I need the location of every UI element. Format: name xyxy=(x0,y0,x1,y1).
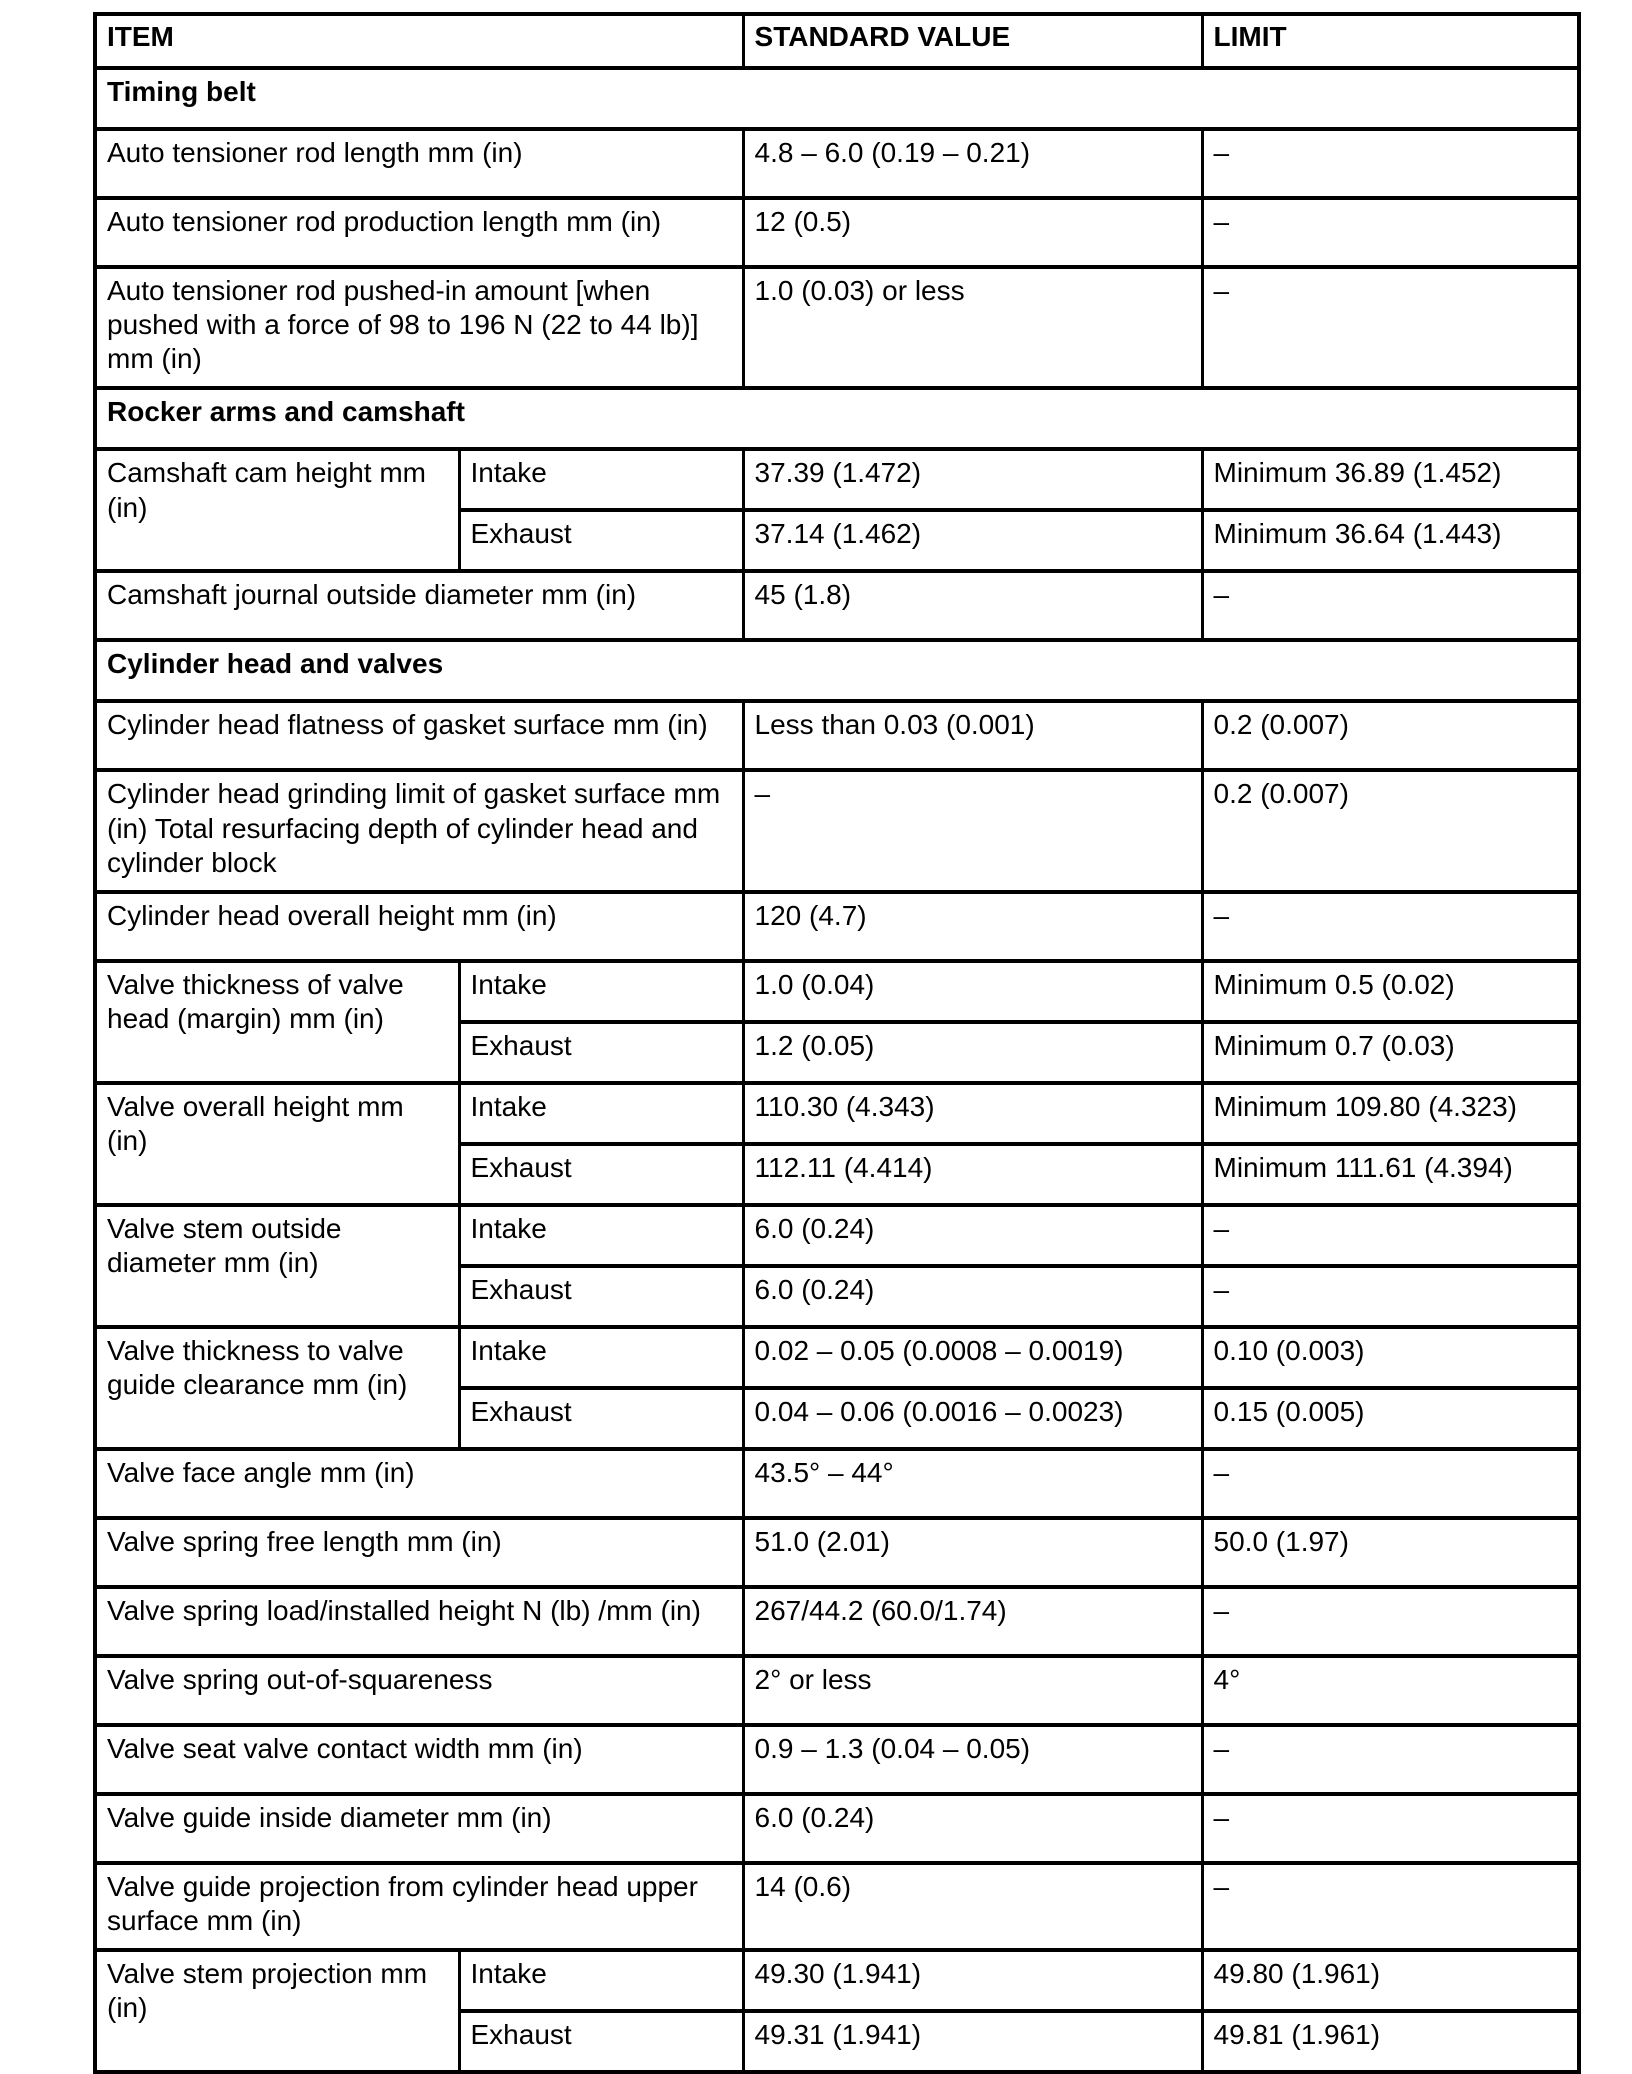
limit-cell: 0.2 (0.007) xyxy=(1202,701,1579,770)
standard-value-cell: 49.30 (1.941) xyxy=(743,1950,1202,2011)
limit-cell: Minimum 111.61 (4.394) xyxy=(1202,1144,1579,1205)
item-cell: Valve thickness of valve head (margin) mm (in) xyxy=(95,961,459,1083)
item-cell: Valve spring free length mm (in) xyxy=(95,1518,743,1587)
item-cell: Valve thickness to valve guide clearance mm (in) xyxy=(95,1327,459,1449)
section-label: Timing belt xyxy=(95,68,1579,129)
item-cell: Camshaft cam height mm (in) xyxy=(95,449,459,571)
sub-item-cell: Intake xyxy=(459,449,743,510)
standard-value-cell: 0.04 – 0.06 (0.0016 – 0.0023) xyxy=(743,1388,1202,1449)
standard-value-cell: 12 (0.5) xyxy=(743,198,1202,267)
section-row xyxy=(95,640,1579,701)
limit-cell: 50.0 (1.97) xyxy=(1202,1518,1579,1587)
sub-item-cell: Intake xyxy=(459,1083,743,1144)
limit-cell: 0.15 (0.005) xyxy=(1202,1388,1579,1449)
sub-item-cell: Intake xyxy=(459,1205,743,1266)
limit-cell: – xyxy=(1202,1449,1579,1518)
table-row xyxy=(95,1587,1579,1656)
table-row xyxy=(95,198,1579,267)
standard-value-cell: 4.8 – 6.0 (0.19 – 0.21) xyxy=(743,129,1202,198)
standard-value-cell: 37.14 (1.462) xyxy=(743,510,1202,571)
limit-cell: 49.80 (1.961) xyxy=(1202,1950,1579,2011)
sub-item-cell: Intake xyxy=(459,961,743,1022)
limit-cell: – xyxy=(1202,198,1579,267)
standard-value-cell: 49.31 (1.941) xyxy=(743,2011,1202,2072)
standard-value-cell: 51.0 (2.01) xyxy=(743,1518,1202,1587)
limit-cell: – xyxy=(1202,129,1579,198)
item-cell: Auto tensioner rod production length mm (in) xyxy=(95,198,743,267)
limit-cell: – xyxy=(1202,1863,1579,1950)
standard-value-cell: – xyxy=(743,770,1202,891)
standard-value-cell: 1.2 (0.05) xyxy=(743,1022,1202,1083)
limit-cell: 49.81 (1.961) xyxy=(1202,2011,1579,2072)
table-row xyxy=(95,571,1579,640)
sub-item-cell: Exhaust xyxy=(459,510,743,571)
limit-cell: 0.2 (0.007) xyxy=(1202,770,1579,891)
item-cell: Cylinder head grinding limit of gasket surface mm (in) Total resurfacing depth of cylinder head and cylinder block xyxy=(95,770,743,891)
column-header-limit: LIMIT xyxy=(1202,14,1579,68)
item-cell: Valve guide inside diameter mm (in) xyxy=(95,1794,743,1863)
standard-value-cell: 45 (1.8) xyxy=(743,571,1202,640)
table-row xyxy=(95,961,1579,1022)
limit-cell: – xyxy=(1202,1587,1579,1656)
standard-value-cell: 2° or less xyxy=(743,1656,1202,1725)
standard-value-cell: 14 (0.6) xyxy=(743,1863,1202,1950)
table-row xyxy=(95,1950,1579,2011)
item-cell: Camshaft journal outside diameter mm (in) xyxy=(95,571,743,640)
limit-cell: – xyxy=(1202,1266,1579,1327)
column-header-standard-value: STANDARD VALUE xyxy=(743,14,1202,68)
standard-value-cell: 0.02 – 0.05 (0.0008 – 0.0019) xyxy=(743,1327,1202,1388)
item-cell: Valve spring out-of-squareness xyxy=(95,1656,743,1725)
standard-value-cell: 6.0 (0.24) xyxy=(743,1205,1202,1266)
limit-cell: – xyxy=(1202,1794,1579,1863)
column-header-item: ITEM xyxy=(95,14,743,68)
item-cell: Auto tensioner rod pushed-in amount [when pushed with a force of 98 to 196 N (22 to 44 lb)] mm (in) xyxy=(95,267,743,388)
table-row xyxy=(95,1794,1579,1863)
standard-value-cell: 267/44.2 (60.0/1.74) xyxy=(743,1587,1202,1656)
limit-cell: Minimum 0.5 (0.02) xyxy=(1202,961,1579,1022)
sub-item-cell: Exhaust xyxy=(459,1266,743,1327)
standard-value-cell: 43.5° – 44° xyxy=(743,1449,1202,1518)
limit-cell: 4° xyxy=(1202,1656,1579,1725)
sub-item-cell: Intake xyxy=(459,1327,743,1388)
standard-value-cell: 110.30 (4.343) xyxy=(743,1083,1202,1144)
table-row xyxy=(95,129,1579,198)
limit-cell: Minimum 36.64 (1.443) xyxy=(1202,510,1579,571)
item-cell: Valve guide projection from cylinder head upper surface mm (in) xyxy=(95,1863,743,1950)
section-row xyxy=(95,388,1579,449)
limit-cell: Minimum 0.7 (0.03) xyxy=(1202,1022,1579,1083)
standard-value-cell: 37.39 (1.472) xyxy=(743,449,1202,510)
section-label: Cylinder head and valves xyxy=(95,640,1579,701)
sub-item-cell: Exhaust xyxy=(459,2011,743,2072)
standard-value-cell: 6.0 (0.24) xyxy=(743,1794,1202,1863)
limit-cell: Minimum 36.89 (1.452) xyxy=(1202,449,1579,510)
standard-value-cell: 120 (4.7) xyxy=(743,892,1202,961)
sub-item-cell: Intake xyxy=(459,1950,743,2011)
standard-value-cell: 0.9 – 1.3 (0.04 – 0.05) xyxy=(743,1725,1202,1794)
standard-value-cell: Less than 0.03 (0.001) xyxy=(743,701,1202,770)
item-cell: Valve overall height mm (in) xyxy=(95,1083,459,1205)
item-cell: Cylinder head flatness of gasket surface mm (in) xyxy=(95,701,743,770)
standard-value-cell: 6.0 (0.24) xyxy=(743,1266,1202,1327)
limit-cell: – xyxy=(1202,571,1579,640)
standard-value-cell: 112.11 (4.414) xyxy=(743,1144,1202,1205)
item-cell: Valve spring load/installed height N (lb) /mm (in) xyxy=(95,1587,743,1656)
table-row xyxy=(95,1518,1579,1587)
table-row xyxy=(95,892,1579,961)
sub-item-cell: Exhaust xyxy=(459,1144,743,1205)
table-row xyxy=(95,1205,1579,1266)
table-row xyxy=(95,1083,1579,1144)
limit-cell: – xyxy=(1202,892,1579,961)
table-row xyxy=(95,1327,1579,1388)
sub-item-cell: Exhaust xyxy=(459,1388,743,1449)
table-row xyxy=(95,267,1579,388)
table-row xyxy=(95,1449,1579,1518)
limit-cell: – xyxy=(1202,1205,1579,1266)
table-header-row xyxy=(95,14,1579,68)
table-row xyxy=(95,1725,1579,1794)
item-cell: Valve face angle mm (in) xyxy=(95,1449,743,1518)
section-label: Rocker arms and camshaft xyxy=(95,388,1579,449)
item-cell: Valve stem projection mm (in) xyxy=(95,1950,459,2072)
limit-cell: – xyxy=(1202,267,1579,388)
section-row xyxy=(95,68,1579,129)
limit-cell: – xyxy=(1202,1725,1579,1794)
limit-cell: 0.10 (0.003) xyxy=(1202,1327,1579,1388)
table-row xyxy=(95,449,1579,510)
item-cell: Valve seat valve contact width mm (in) xyxy=(95,1725,743,1794)
specifications-table xyxy=(93,12,1581,2074)
table-row xyxy=(95,770,1579,891)
limit-cell: Minimum 109.80 (4.323) xyxy=(1202,1083,1579,1144)
standard-value-cell: 1.0 (0.04) xyxy=(743,961,1202,1022)
table-row xyxy=(95,1656,1579,1725)
table-row xyxy=(95,1863,1579,1950)
table-row xyxy=(95,701,1579,770)
sub-item-cell: Exhaust xyxy=(459,1022,743,1083)
standard-value-cell: 1.0 (0.03) or less xyxy=(743,267,1202,388)
item-cell: Auto tensioner rod length mm (in) xyxy=(95,129,743,198)
item-cell: Valve stem outside diameter mm (in) xyxy=(95,1205,459,1327)
item-cell: Cylinder head overall height mm (in) xyxy=(95,892,743,961)
